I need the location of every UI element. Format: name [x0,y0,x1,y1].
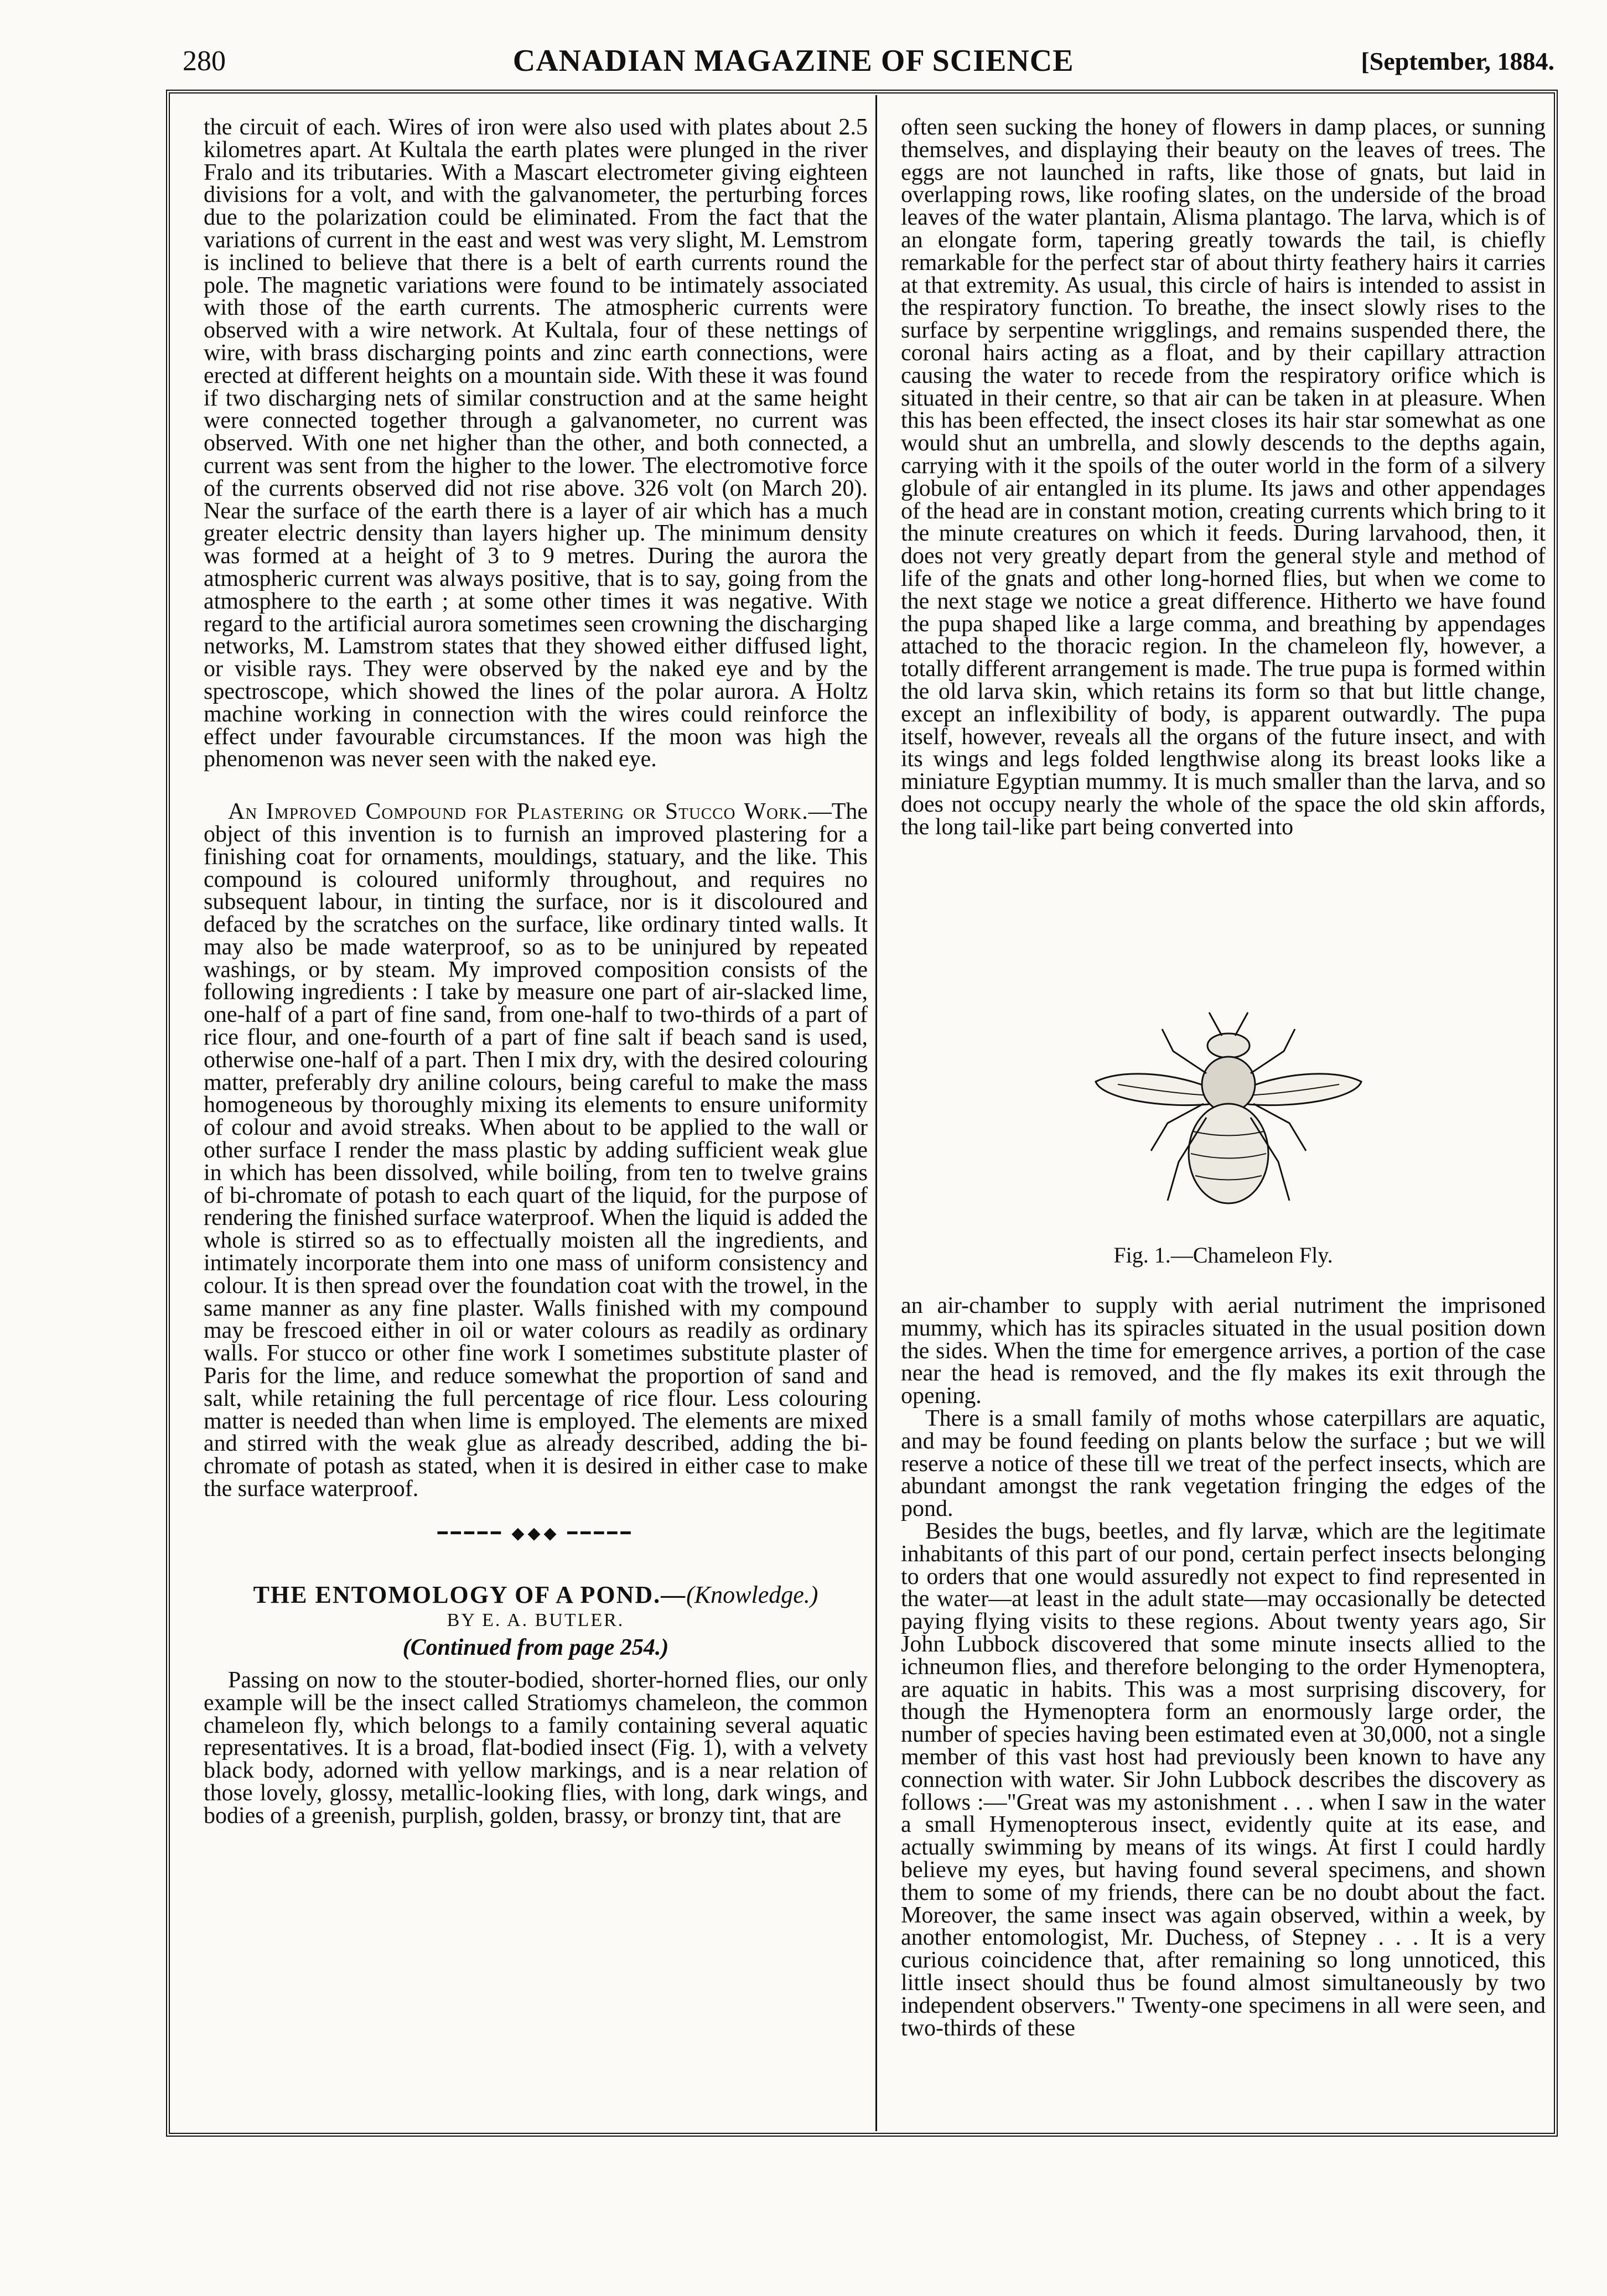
section-ornament: ━━━━━ ◆◆◆ ━━━━━ [437,1524,634,1542]
column-divider [875,95,877,2131]
issue-date: [September, 1884. [1361,46,1554,75]
figure-caption: Fig. 1.—Chameleon Fly. [1113,1243,1333,1268]
continued-note: (Continued from page 254.) [402,1635,669,1661]
article-source: (Knowledge.) [686,1581,818,1608]
aurora-paragraph: the circuit of each. Wires of iron were also used with plates about 2.5 kilometres apart. At Kultala the earth plates were plunged in the river Fralo and its tributaries. With a Mascart electrometer giving eighteen divisions for a volt, and with the galvanometer, the perturbing forces due to the polarization could be eliminated. From the fact that the variations of current in the east and west was very slight, M. Lemstrom is inclined to believe that there is a belt of earth currents round the pole. The magnetic variations were found to be intimately associated with those of the earth currents. The atmospheric currents were observed with a wire network. At Kultala, four of these nettings of wire, with brass discharging points and zinc earth connections, were erected at different heights on a mountain side. With these it was found if two discharging nets of similar construction and at the same height were connected together through a galvanometer, no current was observed. With one net higher than the other, and both connected, a current was sent from the higher to the lower. The electromotive force of the currents observed did not rise above. 326 volt (on March 20). Near the surface of the earth there is a layer of air which has a much greater electric density than layers higher up. The minimum density was formed at a height of 3 to 9 metres. During the aurora the atmospheric current was always positive, that is to say, going from the atmosphere to the earth ; at some other times it was negative. With regard to the artificial aurora sometimes seen crowning the discharging networks, M. Lamstrom states that they showed either diffused light, or visible rays. They were observed by the naked eye and by the spectroscope, which showed the lines of the polar aurora. A Holtz machine working in connection with the wires could reinforce the effect under favourable circumstances. If the moon was high the phenomenon was never seen with the naked eye. [204,115,868,772]
plaster-body: —The object of this invention is to furnish an improved plastering for a finishing coat for ornaments, mouldings, statuary, and the like. This compound is coloured uniformly throughout, and requires no subsequent labour, in tinting the surface, nor is it discoloured and defaced by the scratches on the surface, like ordinary tinted walls. It may also be made waterproof, so as to be uninjured by repeated washings, or by steam. My improved composition consists of the following ingredients : I take by measure one part of air-slacked lime, one-half of a part of fine sand, from one-half to two-thirds of a part of rice flour, and one-fourth of a part of fine salt if beach sand is used, otherwise one-half of a part. Then I mix dry, with the desired colouring matter, preferably dry aniline colours, being careful to make the mass homogeneous by thoroughly mixing its elements to ensure uniformity of colour and avoid streaks. When about to be applied to the wall or other surface I render the mass plastic by adding sufficient weak glue in which has been dissolved, while boiling, from ten to twelve grains of bi-chromate of potash to each quart of the liquid, for the purpose of rendering the finished surface waterproof. When the liquid is added the whole is stirred so as to effectually moisten all the ingredients, and intimately incorporate them into one mass of uniform consistency and colour. It is then spread over the foundation coat with the trowel, in the same manner as any fine plaster. Walls finished with my compound may be frescoed either in oil or water colours as readily as ordinary walls. For stucco or other fine work I sometimes substitute plaster of Paris for the lime, and reduce somewhat the proportion of sand and salt, while retaining the full percentage of rice flour. Less colouring matter is needed than when lime is employed. The elements are mixed and stirred with the weak glue as already described, adding the bi-chromate of potash as stated, when it is desired in either case to make the surface waterproof. [204,799,868,1502]
article-title-text: THE ENTOMOLOGY OF A POND.— [253,1581,687,1608]
right-column-lower [901,1295,1546,2039]
page-header [183,39,1554,83]
plaster-heading: An Improved Compound for Plastering or Stucco Work. [228,799,808,825]
air-chamber-paragraph: an air-chamber to supply with aerial nutriment the imprisoned mummy, which has its spiracles situated in the usual position down the sides. When the time for emergence arrives, a portion of the case near the head is removed, and the fly makes its exit through the opening. [901,1293,1546,1409]
left-column [204,116,868,1827]
hymenoptera-paragraph: Besides the bugs, beetles, and fly larvæ, which are the legitimate inhabitants of this part of our pond, certain perfect insects belonging to orders that one would assuredly not expect to find represented in the water—at least in the adult state—may occasionally be detected paying flying visits to these regions. About twenty years ago, Sir John Lubbock discovered that some minute insects allied to the ichneumon flies, and therefore belonging to the order Hymenoptera, are aquatic in habits. This was a most surprising discovery, for though the Hymenoptera form an enormously large order, the number of species having been estimated even at 30,000, not a single member of this vast host had previously been known to have any connection with water. Sir John Lubbock describes the discovery as follows :—"Great was my astonishment . . . when I saw in the water a small Hymenopterous insect, evidently quite at its ease, and actually swimming by means of its wings. At first I could hardly believe my eyes, but having found several specimens, and shown them to some of my friends, there can be no doubt about the fact. Moreover, the same insect was again observed, within a week, by another entomologist, Mr. Duchess, of Stepney . . . It is a very curious coincidence that, after remaining so long unnoticed, this little insect should thus be found almost simultaneously by two independent observers." Twenty-one specimens in all were seen, and two-thirds of these [901,1518,1546,2041]
page-number: 280 [183,45,226,77]
article-title [204,1581,868,1608]
running-title: CANADIAN MAGAZINE OF SCIENCE [512,44,1074,78]
pond-paragraph-1: Passing on now to the stouter-bodied, shorter-horned flies, our only example will be the insect called Stratiomys chameleon, the common chameleon fly, which belongs to a family containing several aquatic representatives. It is a broad, flat-bodied insect (Fig. 1), with a velvety black body, adorned with yellow markings, and is a near relation of those lovely, glossy, metallic-looking flies, with long, dark wings, and bodies of a greenish, purplish, golden, brassy, or bronzy tint, that are [204,1668,868,1829]
paragraph-gap [204,771,868,801]
right-column-upper [901,116,1546,839]
plaster-paragraph [204,801,868,1500]
chameleon-fly-illustration [1085,1007,1372,1239]
chameleon-paragraph: often seen sucking the honey of flowers in damp places, or sunning themselves, and displaying their beauty on the leaves of trees. The eggs are not launched in rafts, like those of gnats, but laid in overlapping rows, like roofing slates, on the underside of the broad leaves of the water plantain, Alisma plantago. The larva, which is of an elongate form, tapering greatly towards the tail, is chiefly remarkable for the perfect star of about thirty feathery hairs it carries at that extremity. As usual, this circle of hairs is intended to assist in the respiratory function. To breathe, the insect slowly rises to the surface by serpentine wrigglings, and remains suspended there, the coronal hairs acting as a float, and by their capillary attraction causing the water to recede from the respiratory orifice which is situated in their centre, so that air can be taken in at pleasure. When this has been effected, the insect closes its hair star somewhat as one would shut an umbrella, and slowly descends to the depths again, carrying with it the spoils of the outer world in the form of a silvery globule of air entangled in its plume. Its jaws and other appendages of the head are in constant motion, creating currents which bring to it the minute creatures on which it feeds. During larvahood, then, it does not very greatly depart from the general style and method of life of the gnats and other long-horned flies, but when we come to the next stage we notice a great difference. Hitherto we have found the pupa shaped like a large comma, and breathing by appendages attached to the thoracic region. In the chameleon fly, however, a totally different arrangement is made. The true pupa is formed within the old larva skin, which retains its form so that but little change, except an inflexibility of body, is apparent outwardly. The pupa itself, however, reveals all the organs of the future insect, and with its wings and legs folded lengthwise along its breast looks like a miniature Egyptian mummy. It is much smaller than the larva, and so does not occupy nearly the whole of the space the old skin affords, the long tail-like part being converted into [901,115,1546,840]
moths-paragraph: There is a small family of moths whose caterpillars are aquatic, and may be found feeding on plants below the surface ; but we will reserve a notice of these till we treat of the perfect insects, which are abundant amongst the rank vegetation fringing the edges of the pond. [901,1405,1546,1522]
article-byline: BY E. A. BUTLER. [447,1610,625,1631]
